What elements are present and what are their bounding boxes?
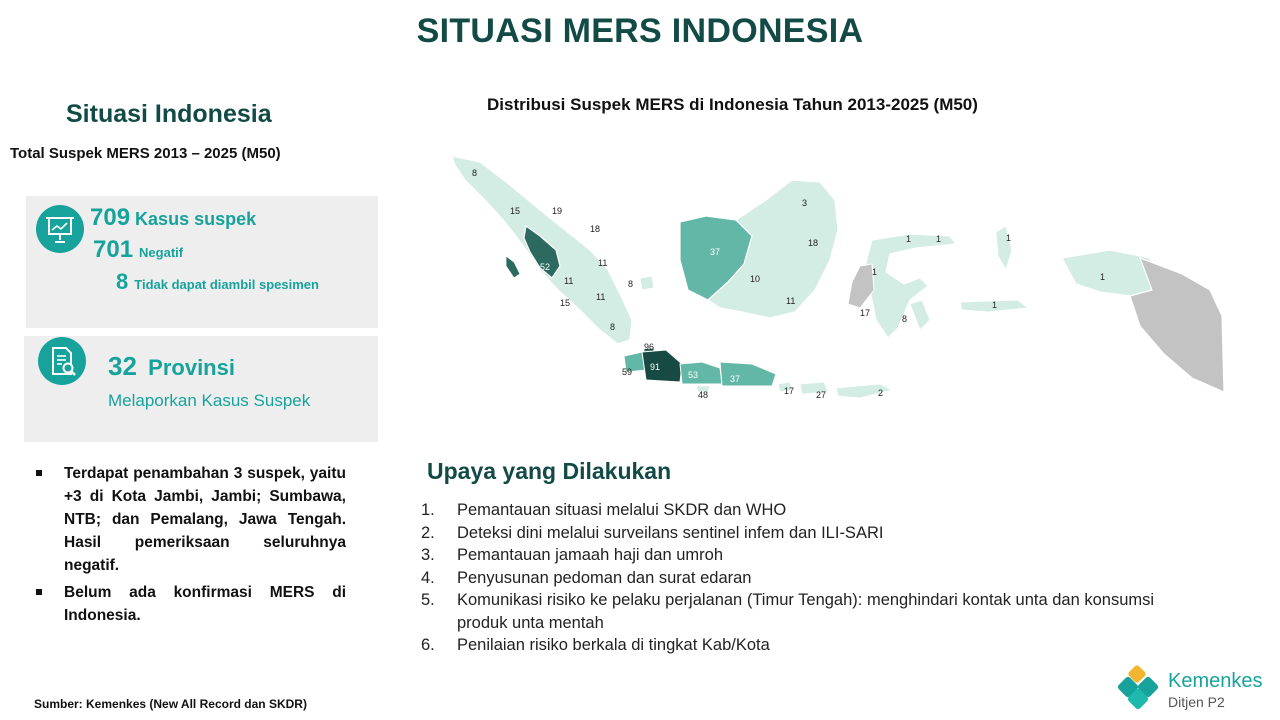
province-stat [108, 351, 235, 382]
list-item [421, 634, 1181, 657]
unsampled-count: 8 [116, 269, 129, 294]
list-number: 5. [421, 591, 435, 609]
source-note: Sumber: Kemenkes (New All Record dan SKDR) [34, 697, 307, 711]
map-label: 18 [590, 224, 601, 234]
map-label: 52 [540, 262, 551, 272]
indonesia-choropleth-map [440, 140, 1240, 440]
map-label: 1 [936, 234, 942, 244]
map-region-west-java [642, 350, 682, 382]
map-label: 11 [598, 258, 608, 268]
map-label: 96 [644, 342, 655, 352]
map-label: 1 [1006, 233, 1012, 243]
map-region-sulawesi [866, 234, 956, 338]
list-item [421, 522, 1181, 545]
map-label: 8 [628, 279, 634, 289]
province-description: Melaporkan Kasus Suspek [108, 391, 311, 410]
map-region-west-papua [1062, 250, 1152, 296]
list-text: Pemantauan jamaah haji dan umroh [457, 546, 724, 564]
list-text: Pemantauan situasi melalui SKDR dan WHO [457, 501, 787, 519]
map-label: 18 [808, 238, 819, 248]
map-region-bangka-belitung [640, 276, 654, 290]
logo-name: Kemenkes [1168, 670, 1263, 692]
negative-stat [93, 236, 183, 264]
map-label: 11 [596, 292, 606, 302]
map-region-west-sulawesi [848, 264, 874, 308]
map-label: 17 [784, 386, 795, 396]
list-item [421, 499, 1181, 522]
map-region-southeast-sulawesi [910, 300, 930, 330]
map-region-east-java [720, 362, 776, 386]
map-title: Distribusi Suspek MERS di Indonesia Tahun 2013-2025 (M50) [487, 95, 978, 114]
page-title: SITUASI MERS INDONESIA [416, 12, 864, 50]
negative-label: Negatif [139, 245, 184, 260]
map-label: 91 [650, 362, 661, 372]
map-label: 1 [992, 300, 998, 310]
logo-subtitle: Ditjen P2 [1168, 694, 1225, 710]
list-item [421, 567, 1181, 590]
map-label: 37 [710, 247, 721, 257]
negative-count: 701 [93, 236, 134, 263]
map-label: 1 [1100, 272, 1106, 282]
situasi-subheading: Total Suspek MERS 2013 – 2025 (M50) [10, 145, 281, 162]
map-region-central-java [680, 362, 722, 384]
upaya-heading: Upaya yang Dilakukan [427, 458, 672, 484]
bullet-item: Belum ada konfirmasi MERS di Indonesia. [34, 581, 346, 627]
map-label: 3 [802, 198, 808, 208]
map-label: 15 [510, 206, 521, 216]
list-number: 1. [421, 501, 435, 519]
list-number: 4. [421, 568, 435, 587]
map-label: 1 [906, 234, 912, 244]
total-suspect-stat [90, 204, 256, 232]
list-text: Komunikasi risiko ke pelaku perjalanan (Timur Tengah): menghindari kontak unta dan konsumsi produk unta mentah [457, 591, 1155, 632]
total-suspect-count: 709 [90, 204, 131, 231]
unsampled-stat [116, 269, 319, 295]
situasi-heading: Situasi Indonesia [66, 100, 272, 128]
list-item [421, 589, 1181, 634]
map-label: 11 [564, 276, 574, 286]
list-number: 6. [421, 636, 435, 654]
map-label: 8 [902, 314, 908, 324]
map-label: 17 [860, 308, 871, 318]
map-label: 8 [472, 168, 478, 178]
province-label: Provinsi [148, 355, 235, 380]
map-label: 10 [750, 274, 761, 284]
presentation-board-icon [36, 205, 84, 253]
document-search-icon [38, 337, 86, 385]
map-label: 15 [560, 298, 571, 308]
province-count: 32 [108, 351, 137, 381]
situation-bullets [34, 462, 346, 631]
map-label: 19 [552, 206, 563, 216]
list-number: 3. [421, 546, 435, 564]
list-text: Deteksi dini melalui surveilans sentinel infem dan ILI-SARI [457, 523, 884, 542]
map-label: 37 [730, 374, 741, 384]
map-label: 8 [610, 322, 616, 332]
map-label: 2 [878, 388, 884, 398]
upaya-list [421, 499, 1181, 657]
list-text: Penyusunan pedoman dan surat edaran [457, 568, 752, 587]
list-number: 2. [421, 523, 435, 542]
map-label: 59 [622, 367, 633, 377]
map-label: 53 [688, 370, 699, 380]
list-text: Penilaian risiko berkala di tingkat Kab/Kota [457, 636, 770, 654]
list-item [421, 544, 1181, 567]
map-label: 27 [816, 390, 827, 400]
total-suspect-label: Kasus suspek [135, 209, 257, 229]
map-label: 1 [872, 267, 878, 277]
bullet-item: Terdapat penambahan 3 suspek, yaitu +3 di Kota Jambi, Jambi; Sumbawa, NTB; dan Pemalang, Jawa Tengah. Hasil pemeriksaan seluruhnya negatif. [34, 462, 346, 577]
map-label: 11 [786, 296, 796, 306]
map-region-mentawai [506, 256, 520, 278]
map-region-ntt [836, 384, 892, 398]
map-label: 48 [698, 390, 709, 400]
unsampled-label: Tidak dapat diambil spesimen [134, 277, 319, 292]
